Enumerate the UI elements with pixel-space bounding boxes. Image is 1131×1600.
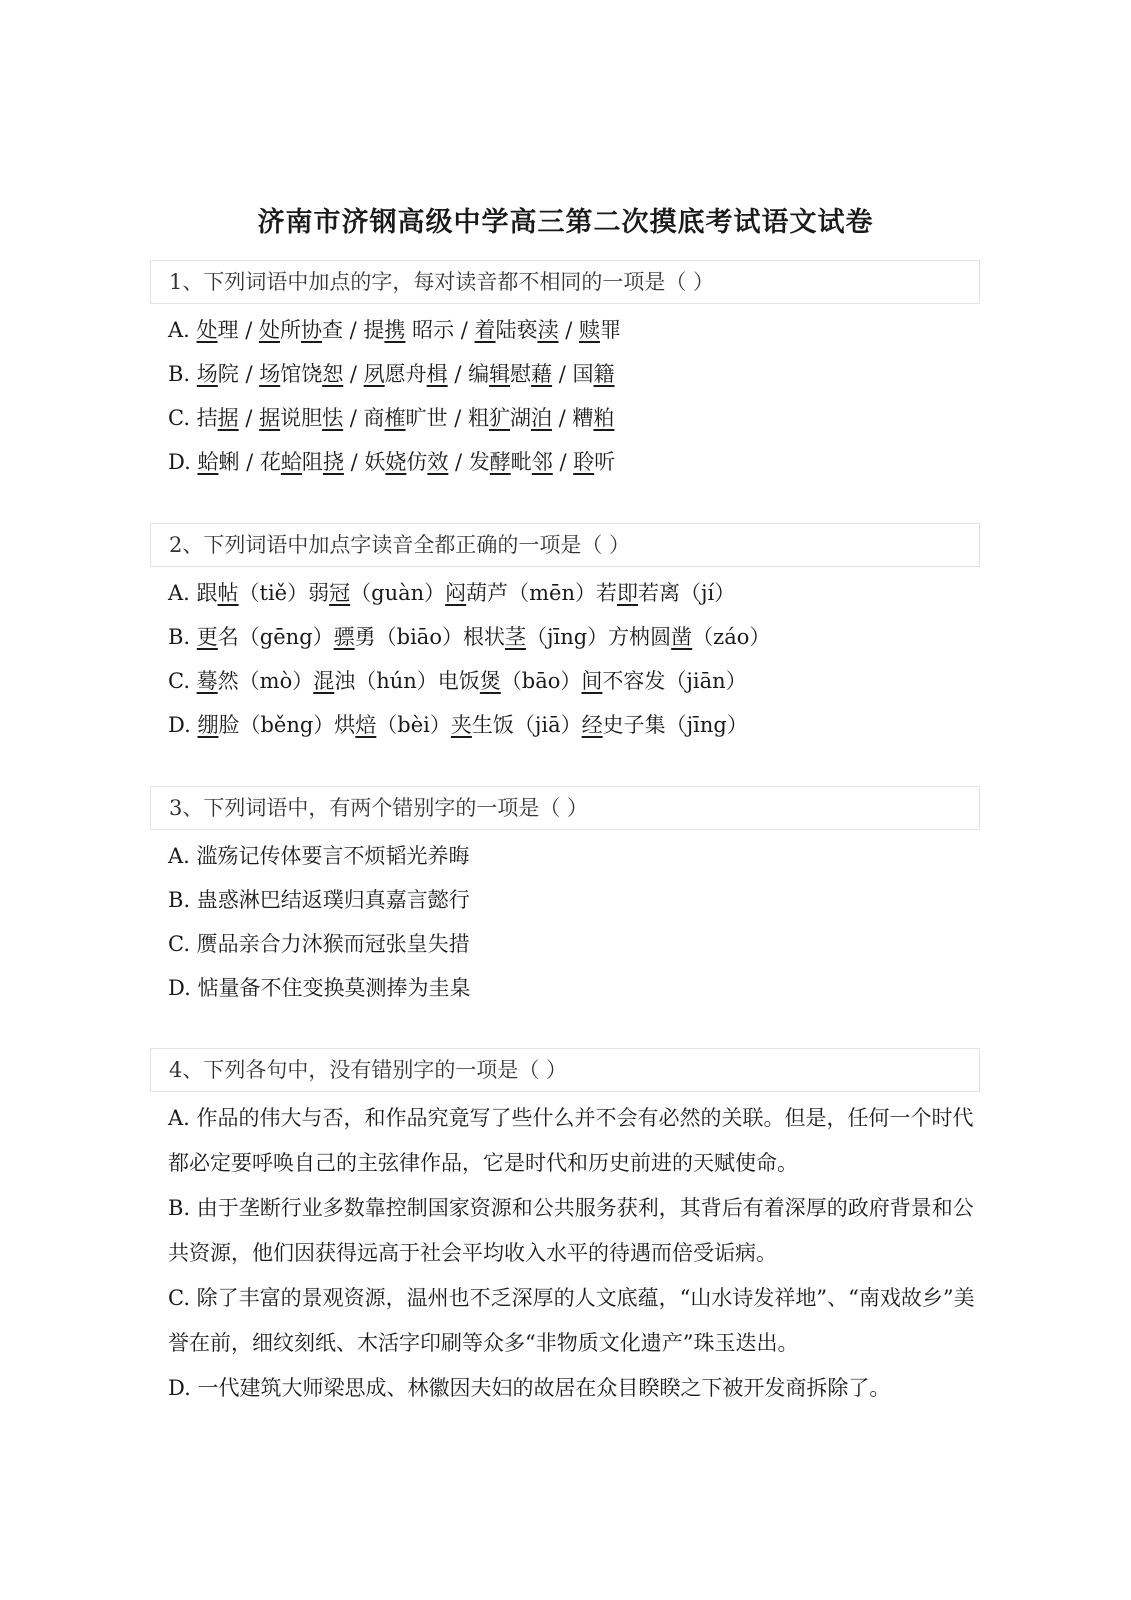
option-text: C. [168,669,197,693]
option-text: 脸（běng）烘 [218,713,356,737]
marked-char: 籍 [593,362,615,386]
marked-char: 闷 [445,581,467,605]
option-text: / [552,450,574,474]
option-c [168,922,980,966]
option-text: 院 / [217,362,260,386]
option-text: （záo） [692,625,771,649]
option-d [168,703,980,747]
option-text: （jīng）方枘圆 [525,625,672,649]
option-text: 浊（hún）电饭 [334,669,480,693]
marked-char: 着 [474,318,496,342]
marked-char: 藉 [531,362,553,386]
option-d: D. 一代建筑大师梁思成、林徽因夫妇的故居在众目睽睽之下被开发商拆除了。 [168,1376,891,1400]
option-text: （bāo） [500,669,582,693]
option-text: / 妖 [343,450,386,474]
marked-char: 处 [196,318,218,342]
marked-char: 粕 [593,406,615,430]
option-d [168,966,980,1010]
option-text: / [343,362,364,386]
option-text: （bèi） [376,713,451,737]
options-list [150,834,980,1010]
option-a [168,571,980,615]
option-a [168,834,980,878]
marked-char: 即 [617,581,639,605]
option-text: 仿 [406,450,428,474]
options-list [150,571,980,747]
marked-char: 楫 [426,362,448,386]
option-text: 罪 [599,318,621,342]
marked-char: 更 [196,625,218,649]
option-text: 查 / 提 [321,318,385,342]
option-text: / [558,318,579,342]
marked-char: 混 [313,669,335,693]
marked-char: 榷 [384,406,406,430]
marked-char: 携 [384,318,406,342]
marked-char: 怯 [322,406,344,430]
exam-title: 济南市济钢高级中学高三第二次摸底考试语文试卷 [257,207,874,238]
marked-char: 蛤 [197,450,219,474]
marked-char: 据 [217,406,239,430]
marked-char: 处 [258,318,280,342]
option-text: 若离（jí） [638,581,736,605]
option-text: 湖 [509,406,531,430]
option-text: 慰 [510,362,532,386]
option-text: 勇（biāo）根状 [354,625,505,649]
marked-char: 辑 [489,362,511,386]
marked-char: 协 [300,318,322,342]
option-text: / 国 [552,362,594,386]
option-text: 葫芦（mēn）若 [466,581,618,605]
marked-char: 夙 [363,362,385,386]
option-text: 理 / [217,318,259,342]
marked-char: 犷 [488,406,510,430]
marked-char: 酵 [489,450,511,474]
option-c [168,659,980,703]
option-text: 史子集（jīng） [602,713,748,737]
marked-char: 泊 [530,406,552,430]
option-c: C. 除了丰富的景观资源，温州也不乏深厚的人文底蕴，“山水诗发祥地”、“南戏故乡”美誉在前，细纹刻纸、木活字印刷等众多“非物质文化遗产”珠玉迭出。 [168,1286,975,1355]
marked-char: 间 [581,669,603,693]
option-text: 阻 [301,450,323,474]
marked-char: 赎 [578,318,600,342]
option-text: 蜊 / 花 [218,450,281,474]
option-b [168,352,980,396]
option-text: 不容发（jiān） [602,669,747,693]
option-text: 旷世 / 粗 [405,406,489,430]
option-text: 陆亵 [495,318,538,342]
option-a: A. 作品的伟大与否，和作品究竟写了些什么并不会有必然的关联。但是，任何一个时代都必定要呼唤自己的主弦律作品，它是时代和历史前进的天赋使命。 [168,1106,974,1175]
option-text: 生饭（jiā） [471,713,582,737]
option-text: C. 赝品亲合力沐猴而冠张皇失措 [168,932,470,956]
option-text: 然（mò） [217,669,314,693]
options-list [150,308,980,484]
option-text: / 糟 [551,406,594,430]
option-b [168,878,980,922]
marked-char: 恕 [322,362,344,386]
option-text: A. 滥殇记传体要言不烦韬光养晦 [168,844,470,868]
marked-char: 茎 [504,625,526,649]
marked-char: 场 [259,362,281,386]
marked-char: 凿 [671,625,693,649]
option-text: 昭示 / [405,318,475,342]
marked-char: 经 [581,713,603,737]
question-stem: 2、下列词语中加点字读音全都正确的一项是（ ） [150,523,980,567]
option-text: （guàn） [350,581,446,605]
marked-char: 绷 [197,713,219,737]
question-stem: 3、下列词语中，有两个错别字的一项是（ ） [150,786,980,830]
option-text: D. [168,713,198,737]
option-a [168,308,980,352]
option-text: / 商 [343,406,385,430]
option-text: / 发 [448,450,490,474]
option-text: B. [168,362,197,386]
options-list [150,1096,980,1411]
marked-char: 渎 [537,318,559,342]
option-text: B. 蛊惑淋巴结返璞归真嘉言懿行 [168,888,470,912]
option-text: A. 跟 [168,581,218,605]
question-1 [150,260,980,484]
option-text: 名（gēng） [217,625,334,649]
option-text: D. [168,450,198,474]
marked-char: 蓦 [196,669,218,693]
option-text: A. [168,318,197,342]
option-text: 毗 [510,450,532,474]
question-2 [150,523,980,747]
marked-char: 娆 [385,450,407,474]
option-text: / 编 [447,362,490,386]
option-text: 说胆 [280,406,323,430]
option-text: / [238,406,260,430]
marked-char: 夹 [450,713,472,737]
option-text: 所 [279,318,301,342]
question-3 [150,786,980,1010]
option-text: （tiě）弱 [238,581,330,605]
marked-char: 场 [196,362,218,386]
marked-char: 效 [427,450,449,474]
marked-char: 挠 [322,450,344,474]
option-d [168,440,980,484]
marked-char: 据 [259,406,281,430]
marked-char: 蛤 [280,450,302,474]
marked-char: 焙 [355,713,377,737]
marked-char: 聆 [573,450,595,474]
marked-char: 煲 [479,669,501,693]
option-text: C. 拮 [168,406,218,430]
option-c [168,396,980,440]
question-4 [150,1048,980,1411]
marked-char: 邻 [531,450,553,474]
marked-char: 帖 [217,581,239,605]
question-stem: 1、下列词语中加点的字，每对读音都不相同的一项是（ ） [150,260,980,304]
marked-char: 骠 [333,625,355,649]
option-b: B. 由于垄断行业多数靠控制国家资源和公共服务获利，其背后有着深厚的政府背景和公共资源，他们因获得远高于社会平均收入水平的待遇而倍受诟病。 [168,1196,974,1265]
option-text: D. 惦量备不住变换莫测捧为圭臬 [168,976,471,1000]
option-b [168,615,980,659]
question-stem: 4、下列各句中，没有错别字的一项是（ ） [150,1048,980,1092]
option-text: 愿舟 [384,362,427,386]
marked-char: 冠 [329,581,351,605]
option-text: 听 [594,450,616,474]
option-text: B. [168,625,197,649]
option-text: 馆饶 [280,362,323,386]
